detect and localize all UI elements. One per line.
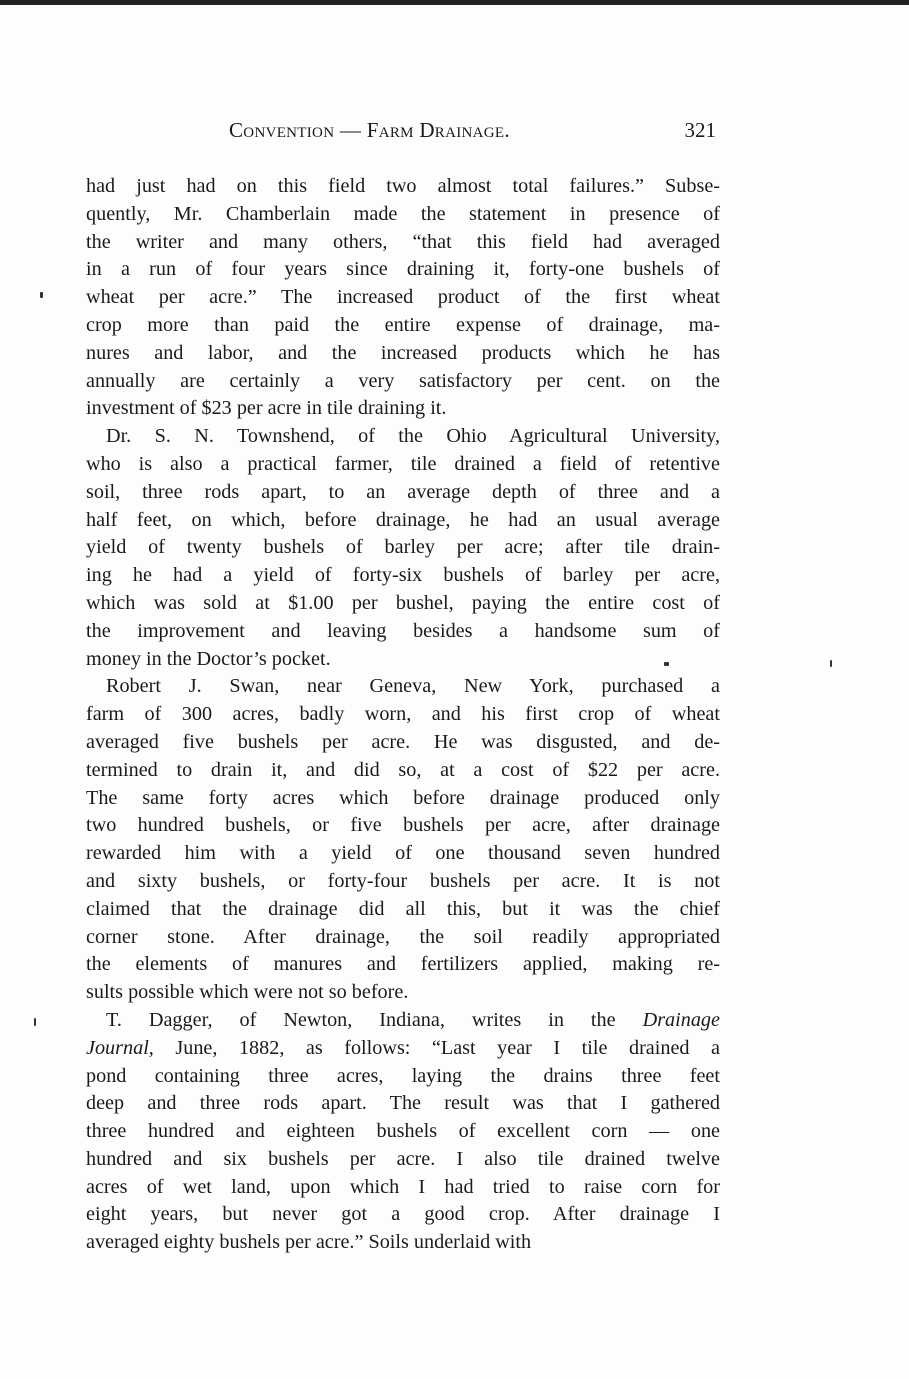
text-line: averaged eighty bushels per acre.” Soils underlaid with	[86, 1231, 532, 1254]
paragraph-swan	[86, 673, 720, 1007]
text-line: acres of wet land, upon which I had tried to raise corn for	[86, 1175, 720, 1198]
text-line: money in the Doctor’s pocket.	[86, 647, 331, 670]
text-line: had just had on this field two almost total failures.” Subse-	[86, 175, 720, 197]
text-line: Robert J. Swan, near Geneva, New York, purchased a	[106, 675, 720, 698]
line-segment: June, 1882, as follows: “Last year I tile drained a	[153, 1036, 720, 1059]
text-line: investment of $23 per acre in tile draining it.	[86, 397, 447, 420]
text-line: ing he had a yield of forty-six bushels of barley per acre,	[86, 564, 720, 587]
text-line	[86, 1035, 720, 1063]
text-line: soil, three rods apart, to an average depth of three and a	[86, 480, 720, 503]
text-line: hundred and six bushels per acre. I also tile drained twelve	[86, 1147, 720, 1170]
text-line: deep and three rods apart. The result was that I gathered	[86, 1092, 720, 1115]
text-line: pond containing three acres, laying the drains three feet	[86, 1064, 720, 1087]
page-number: 321	[684, 118, 716, 142]
text-line: eight years, but never got a good crop. After drainage I	[86, 1203, 720, 1226]
text-line: which was sold at $1.00 per bushel, paying the entire cost of	[86, 591, 720, 614]
running-title-dash: —	[334, 118, 367, 142]
page-header	[86, 118, 718, 148]
scan-speck	[830, 660, 832, 667]
text-line: Dr. S. N. Townshend, of the Ohio Agricultural University,	[106, 425, 720, 448]
text-line: three hundred and eighteen bushels of excellent corn — one	[86, 1120, 720, 1143]
text-line: the writer and many others, “that this field had averaged	[86, 230, 720, 253]
text-line: nures and labor, and the increased products which he has	[86, 341, 720, 364]
text-line: corner stone. After drainage, the soil readily appropriated	[86, 925, 720, 948]
text-line: annually are certainly a very satisfactory per cent. on the	[86, 369, 720, 392]
text-line	[86, 1007, 720, 1035]
paragraph-chamberlain-continued	[86, 173, 720, 423]
paragraph-townshend	[86, 423, 720, 673]
page-top-edge	[0, 0, 909, 5]
body-text	[86, 173, 720, 1257]
text-line: sults possible which were not so before.	[86, 981, 409, 1004]
text-line: and sixty bushels, or forty-four bushels per acre. It is not	[86, 869, 720, 892]
text-line: the improvement and leaving besides a handsome sum of	[86, 619, 720, 642]
italic-title: Journal,	[86, 1036, 154, 1059]
text-line: averaged five bushels per acre. He was disgusted, and de-	[86, 730, 720, 753]
text-line: wheat per acre.” The increased product of the first wheat	[86, 286, 720, 309]
scan-speck	[34, 1018, 36, 1026]
text-line: crop more than paid the entire expense of drainage, ma-	[86, 313, 720, 336]
text-line: half feet, on which, before drainage, he had an usual average	[86, 508, 720, 531]
text-line: termined to drain it, and did so, at a cost of $22 per acre.	[86, 758, 720, 781]
text-line: who is also a practical farmer, tile drained a field of retentive	[86, 452, 720, 475]
line-segment: T. Dagger, of Newton, Indiana, writes in the	[106, 1008, 643, 1031]
running-title-part1: Convention	[229, 118, 335, 142]
text-line: quently, Mr. Chamberlain made the statement in presence of	[86, 202, 720, 225]
text-line: two hundred bushels, or five bushels per acre, after drainage	[86, 814, 720, 837]
italic-title: Drainage	[642, 1008, 720, 1031]
running-title	[229, 118, 510, 143]
text-line: The same forty acres which before drainage produced only	[86, 786, 720, 809]
text-line: the elements of manures and fertilizers applied, making re-	[86, 953, 720, 976]
scan-speck	[664, 662, 669, 666]
text-line: claimed that the drainage did all this, but it was the chief	[86, 897, 720, 920]
running-title-part2: Farm Drainage.	[366, 118, 510, 142]
text-line: in a run of four years since draining it, forty-one bushels of	[86, 258, 720, 281]
text-line: rewarded him with a yield of one thousand seven hundred	[86, 842, 720, 865]
text-line: yield of twenty bushels of barley per acre; after tile drain-	[86, 536, 720, 559]
text-line: farm of 300 acres, badly worn, and his first crop of wheat	[86, 703, 720, 726]
scan-speck	[40, 292, 43, 298]
paragraph-dagger	[86, 1007, 720, 1257]
